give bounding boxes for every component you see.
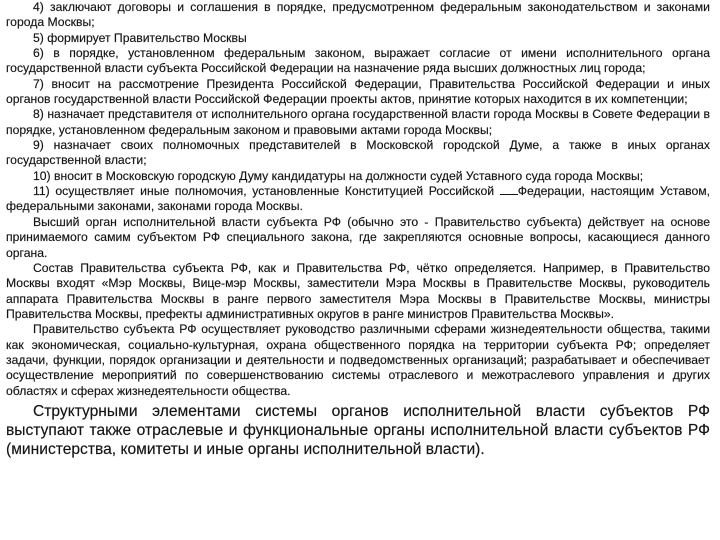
paragraph-item-6: 6) в порядке, установленном федеральным законом, выражает согласие от имени исполнительного органа государственной власти субъекта Российской Федерации на назначение ряда высших должностных лиц города; bbox=[6, 46, 710, 76]
paragraph-item-7: 7) вносит на рассмотрение Президента Российской Федерации, Правительства Российской Федерации и иных органов государственной власти Российской Федерации проекты актов, принятие которых находится в их компетенции; bbox=[6, 76, 710, 107]
paragraph-item-9: 9) назначает своих полномочных представителей в Московской городской Думе, а также в иных органах государственной власти; bbox=[6, 138, 710, 168]
paragraph-structural-elements: Структурными элементами системы органов исполнительной власти субъектов РФ выступают также отраслевые и функциональные органы исполнительной власти субъектов РФ (министерства, комитеты и иные органы исполнительной власти). bbox=[6, 402, 710, 458]
paragraph-highest-executive-body: Высший орган исполнительной власти субъекта РФ (обычно это - Правительство субъекта) действует на основе принимаемого самим субъектом РФ специального закона, где закрепляются основные вопросы, касающиеся данного органа. bbox=[6, 214, 710, 260]
paragraph-item-8: 8) назначает представителя от исполнительного органа государственной власти города Москвы в Совете Федерации в порядке, установленном федеральным законом и правовыми актами города Москвы; bbox=[6, 107, 710, 137]
paragraph-item-5: 5) формирует Правительство Москвы bbox=[33, 30, 247, 45]
underline-blank bbox=[500, 184, 518, 195]
paragraph-item-11-start: 11) осуществляет иные полномочия, установленные Конституцией Российской bbox=[33, 184, 500, 199]
paragraph-government-functions: Правительство субъекта РФ осуществляет руководство различными сферами жизнедеятельности общества, такими как экономическая, социально-культурная, охрана общественного порядка на территории субъекта РФ; определяет задачи, функции, порядок организации и деятельности и подведомственных организаций; разрабатывает и обеспечивает осуществление мероприятий по совершенствованию системы отраслевого и межотраслевого управления и других областях и сферах жизнедеятельности общества. bbox=[6, 322, 710, 398]
paragraph-item-4: 4) заключают договоры и соглашения в порядке, предусмотренном федеральным законодательством и законами города Москвы; bbox=[6, 0, 710, 30]
paragraph-item-10: 10) вносит в Московскую городскую Думу кандидатуры на должности судей Уставного суда города Москвы; bbox=[33, 168, 644, 183]
paragraph-item-11 bbox=[6, 184, 710, 215]
paragraph-government-composition: Состав Правительства субъекта РФ, как и Правительства РФ, чётко определяется. Например, в Правительство Москвы входят «Мэр Москвы, Вице-мэр Москвы, заместители Мэра Москвы в Правительстве Москвы, руководитель аппарата Правительства Москвы в ранге первого заместителя Мэра Москвы в Правительстве Москвы, министры Правительства Москвы, префекты административных округов в ранге министров Правительства Москвы». bbox=[6, 260, 710, 321]
document-page bbox=[6, 0, 710, 459]
paragraph-item-11-end: Федерации, настоящим Уставом, федеральными законами, законами города Москвы. bbox=[6, 184, 710, 214]
